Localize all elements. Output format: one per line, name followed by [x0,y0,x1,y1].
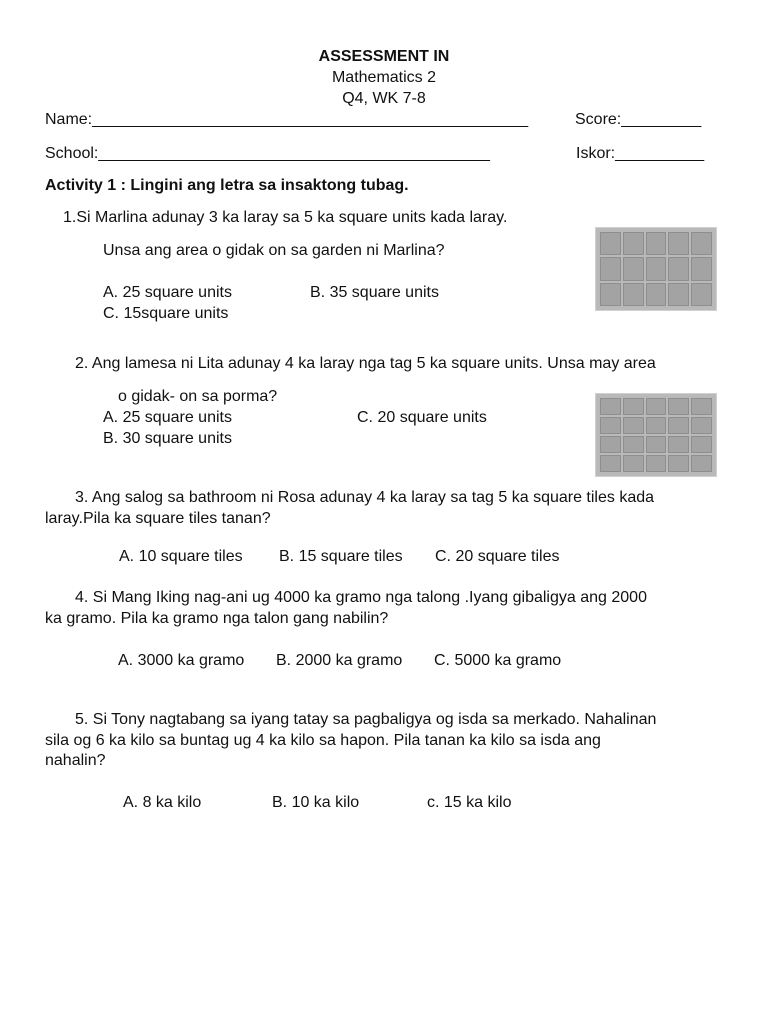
question-5-text-3: nahalin? [45,752,106,769]
question-1-text: 1.Si Marlina adunay 3 ka laray sa 5 ka square units kada laray. [63,209,508,226]
grid-square-unit [668,436,689,453]
grid-square-unit [668,455,689,472]
grid-square-unit [691,257,712,280]
q1-choice-a[interactable]: A. 25 square units [103,284,232,301]
grid-square-unit [623,283,644,306]
grid-square-unit [646,436,667,453]
activity-heading: Activity 1 : Lingini ang letra sa insaktong tubag. [45,177,409,194]
q4-choice-c[interactable]: C. 5000 ka gramo [434,652,562,669]
grid-square-unit [668,257,689,280]
grid-square-unit [646,417,667,434]
grid-square-unit [691,455,712,472]
grid-square-unit [600,398,621,415]
question-3-text: 3. Ang salog sa bathroom ni Rosa adunay 4 ka laray sa tag 5 ka square tiles kada [75,489,655,506]
grid-square-unit [623,417,644,434]
grid-square-unit [646,398,667,415]
grid-square-unit [600,417,621,434]
subject-line: Mathematics 2 [331,69,437,86]
q5-choice-a[interactable]: A. 8 ka kilo [123,794,202,811]
q1-choice-c[interactable]: C. 15square units [103,305,229,322]
grid-square-unit [668,232,689,255]
school-field[interactable]: School:____________________________________________ [45,145,490,162]
grid-square-unit [668,283,689,306]
grid-square-unit [691,436,712,453]
question-2-text-2: o gidak- on sa porma? [118,388,278,405]
grid-square-unit [646,283,667,306]
grid-square-unit [600,455,621,472]
question-5-text-2: sila og 6 ka kilo sa buntag ug 4 ka kilo sa hapon. Pila tanan ka kilo sa isda ang [45,732,601,749]
page-title: ASSESSMENT IN [318,48,450,65]
grid-square-unit [646,257,667,280]
grid-square-unit [668,398,689,415]
grid-square-unit [600,283,621,306]
q3-choice-a[interactable]: A. 10 square tiles [119,548,243,565]
score-field[interactable]: Score:_________ [575,111,702,128]
grid-square-unit [623,436,644,453]
grid-square-unit [623,398,644,415]
q3-choice-c[interactable]: C. 20 square tiles [435,548,560,565]
q5-choice-b[interactable]: B. 10 ka kilo [272,794,360,811]
q2-choice-a[interactable]: A. 25 square units [103,409,232,426]
square-units-grid-figure-1 [595,227,717,311]
grid-square-unit [691,283,712,306]
question-5-text: 5. Si Tony nagtabang sa iyang tatay sa pagbaligya og isda sa merkado. Nahalinan [75,711,657,728]
q4-choice-b[interactable]: B. 2000 ka gramo [276,652,403,669]
grid-square-unit [691,417,712,434]
grid-square-unit [691,398,712,415]
question-4-text-2: ka gramo. Pila ka gramo nga talon gang nabilin? [45,610,389,627]
question-2-text: 2. Ang lamesa ni Lita adunay 4 ka laray nga tag 5 ka square units. Unsa may area [75,355,656,372]
question-3-text-2: laray.Pila ka square tiles tanan? [45,510,271,527]
grid-square-unit [646,455,667,472]
q4-choice-a[interactable]: A. 3000 ka gramo [118,652,245,669]
q2-choice-c[interactable]: C. 20 square units [357,409,487,426]
grid-square-unit [691,232,712,255]
grid-square-unit [646,232,667,255]
q2-choice-b[interactable]: B. 30 square units [103,430,232,447]
q3-choice-b[interactable]: B. 15 square tiles [279,548,403,565]
question-4-text: 4. Si Mang Iking nag-ani ug 4000 ka gramo nga talong .Iyang gibaligya ang 2000 [75,589,647,606]
q5-choice-c[interactable]: c. 15 ka kilo [427,794,512,811]
grid-square-unit [600,436,621,453]
question-1-text-2: Unsa ang area o gidak on sa garden ni Marlina? [103,242,445,259]
grid-square-unit [623,257,644,280]
iskor-field[interactable]: Iskor:__________ [576,145,705,162]
square-units-grid-figure-2 [595,393,717,477]
grid-square-unit [600,257,621,280]
grid-square-unit [668,417,689,434]
grid-square-unit [623,455,644,472]
grid-square-unit [623,232,644,255]
quarter-line: Q4, WK 7-8 [342,90,426,107]
q1-choice-b[interactable]: B. 35 square units [310,284,439,301]
name-field[interactable]: Name:_________________________________________________ [45,111,529,128]
grid-square-unit [600,232,621,255]
